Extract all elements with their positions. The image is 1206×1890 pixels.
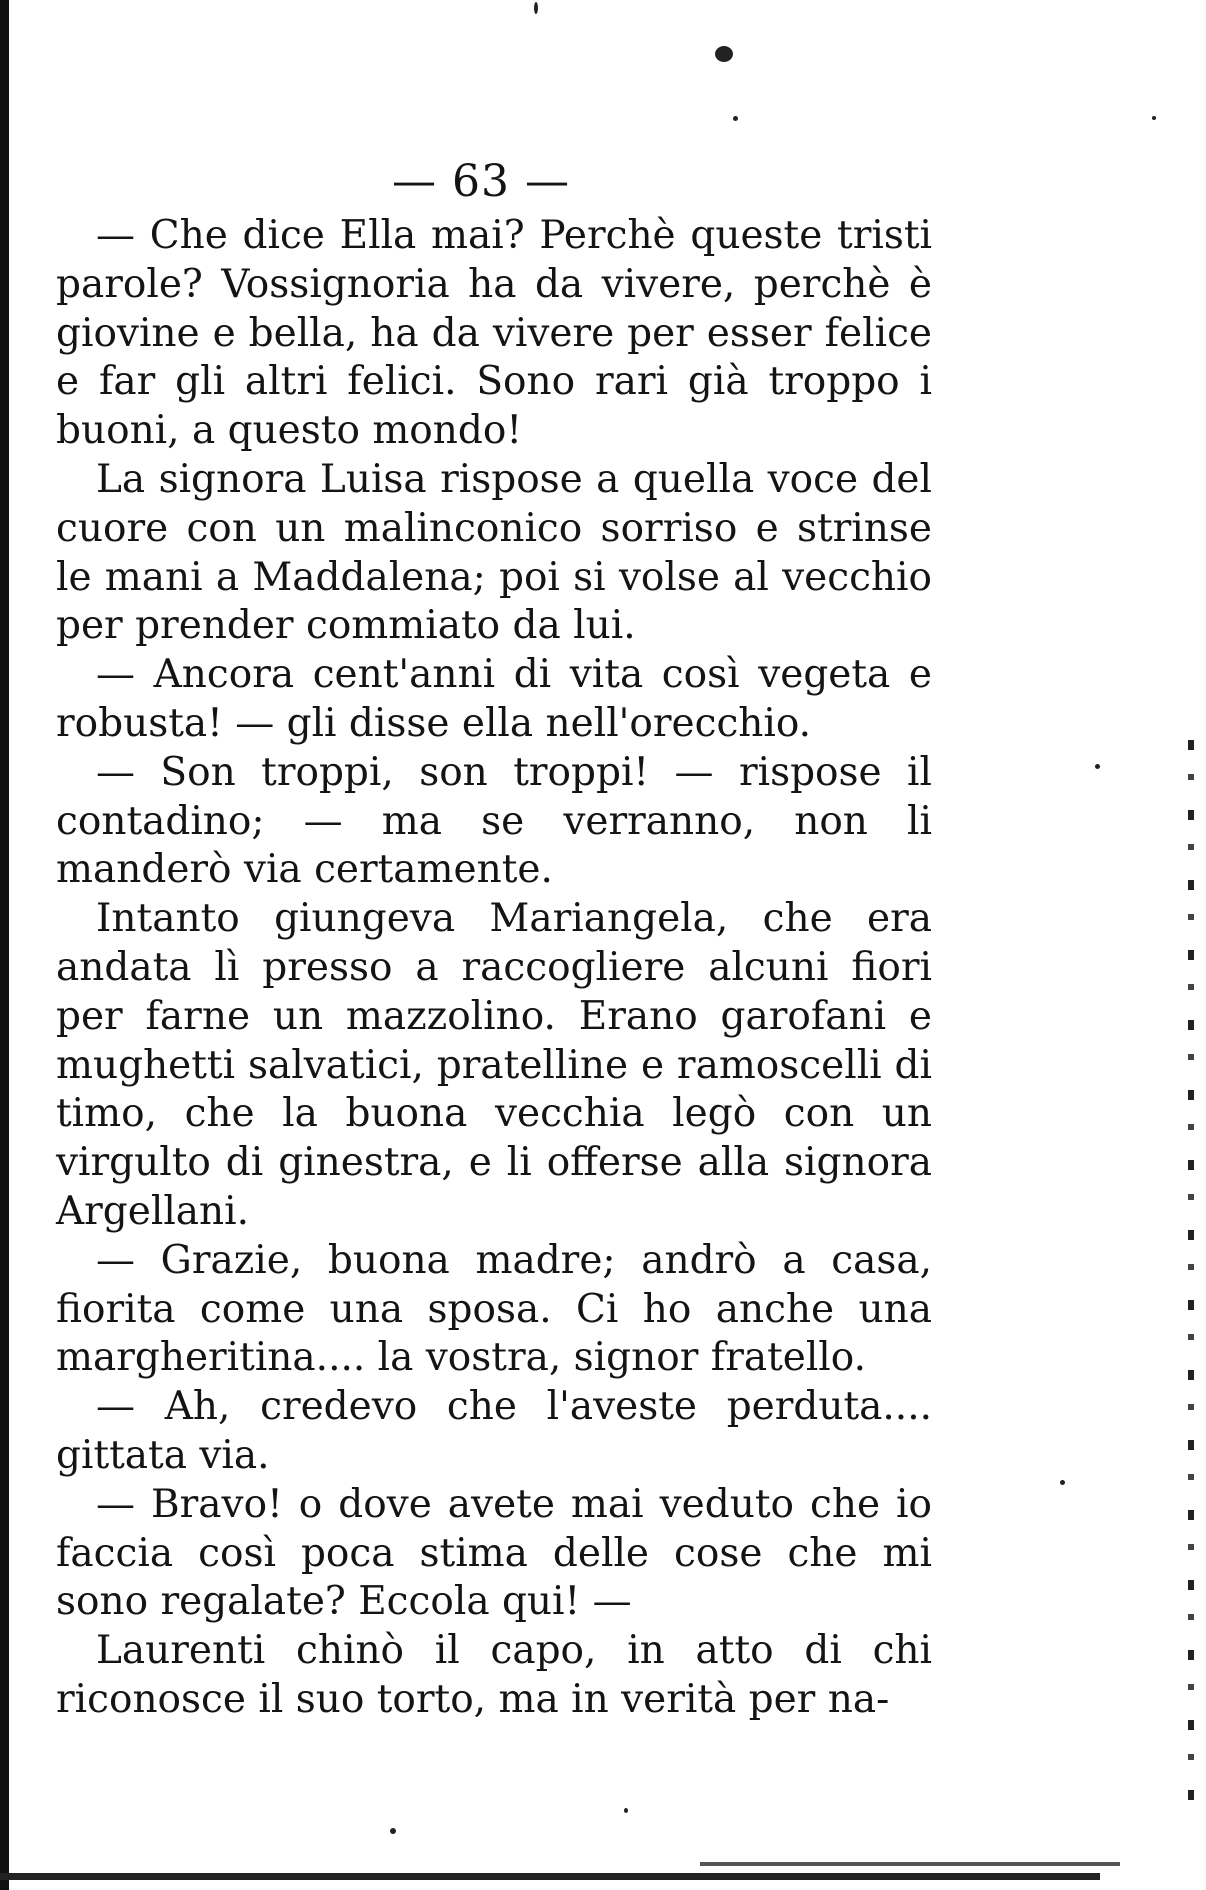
paragraph-7: — Ah, credevo che l'aveste perduta.... gittata via. — [56, 1384, 932, 1478]
ink-speck — [1152, 116, 1156, 120]
page-right-edge-noise — [1188, 740, 1194, 1800]
paragraph-4: — Son troppi, son troppi! — rispose il contadino; — ma se verranno, non li manderò via certamente. — [56, 749, 932, 893]
page-bottom-edge-shadow — [0, 1873, 1100, 1880]
paragraph-5: Intanto giungeva Mariangela, che era andata lì presso a raccogliere alcuni fiori per farne un mazzolino. Erano garofani e mughetti salvatici, pratelline e ramoscelli di timo, che la buona vecchia legò con un virgulto di ginestra, e li offerse alla signora Argellani. — [56, 896, 932, 1234]
paragraph-1: — Che dice Ella mai? Perchè queste tristi parole? Vossignoria ha da vivere, perchè è giovine e bella, ha da vivere per esser felice e far gli altri felici. Sono rari già troppo i buoni, a questo mondo! — [56, 213, 932, 454]
paragraph-6: — Grazie, buona madre; andrò a casa, fiorita come una sposa. Ci ho anche una margheritina.... la vostra, signor fratello. — [56, 1237, 932, 1381]
paragraph-2: La signora Luisa rispose a quella voce del cuore con un malinconico sorriso e strinse le mani a Maddalena; poi si volse al vecchio per prender commiato da lui. — [56, 456, 932, 649]
page-bottom-edge-line — [700, 1862, 1120, 1866]
paragraph-3: — Ancora cent'anni di vita così vegeta e robusta! — gli disse ella nell'orecchio. — [56, 652, 932, 746]
paragraph-9: Laurenti chinò il capo, in atto di chi riconosce il suo torto, ma in verità per na- — [56, 1628, 932, 1722]
body-text — [56, 212, 932, 1725]
ink-speck — [733, 116, 738, 121]
page-number: — 63 — — [392, 156, 570, 207]
ink-speck — [624, 1808, 628, 1813]
page-left-edge-shadow — [0, 0, 9, 1890]
paragraph-8: — Bravo! o dove avete mai veduto che io faccia così poca stima delle cose che mi sono regalate? Eccola qui! — — [56, 1481, 932, 1625]
ink-speck — [1095, 764, 1100, 769]
ink-speck — [390, 1828, 396, 1834]
ink-speck — [1060, 1480, 1065, 1485]
ink-speck — [715, 46, 733, 62]
ink-speck — [534, 2, 538, 14]
